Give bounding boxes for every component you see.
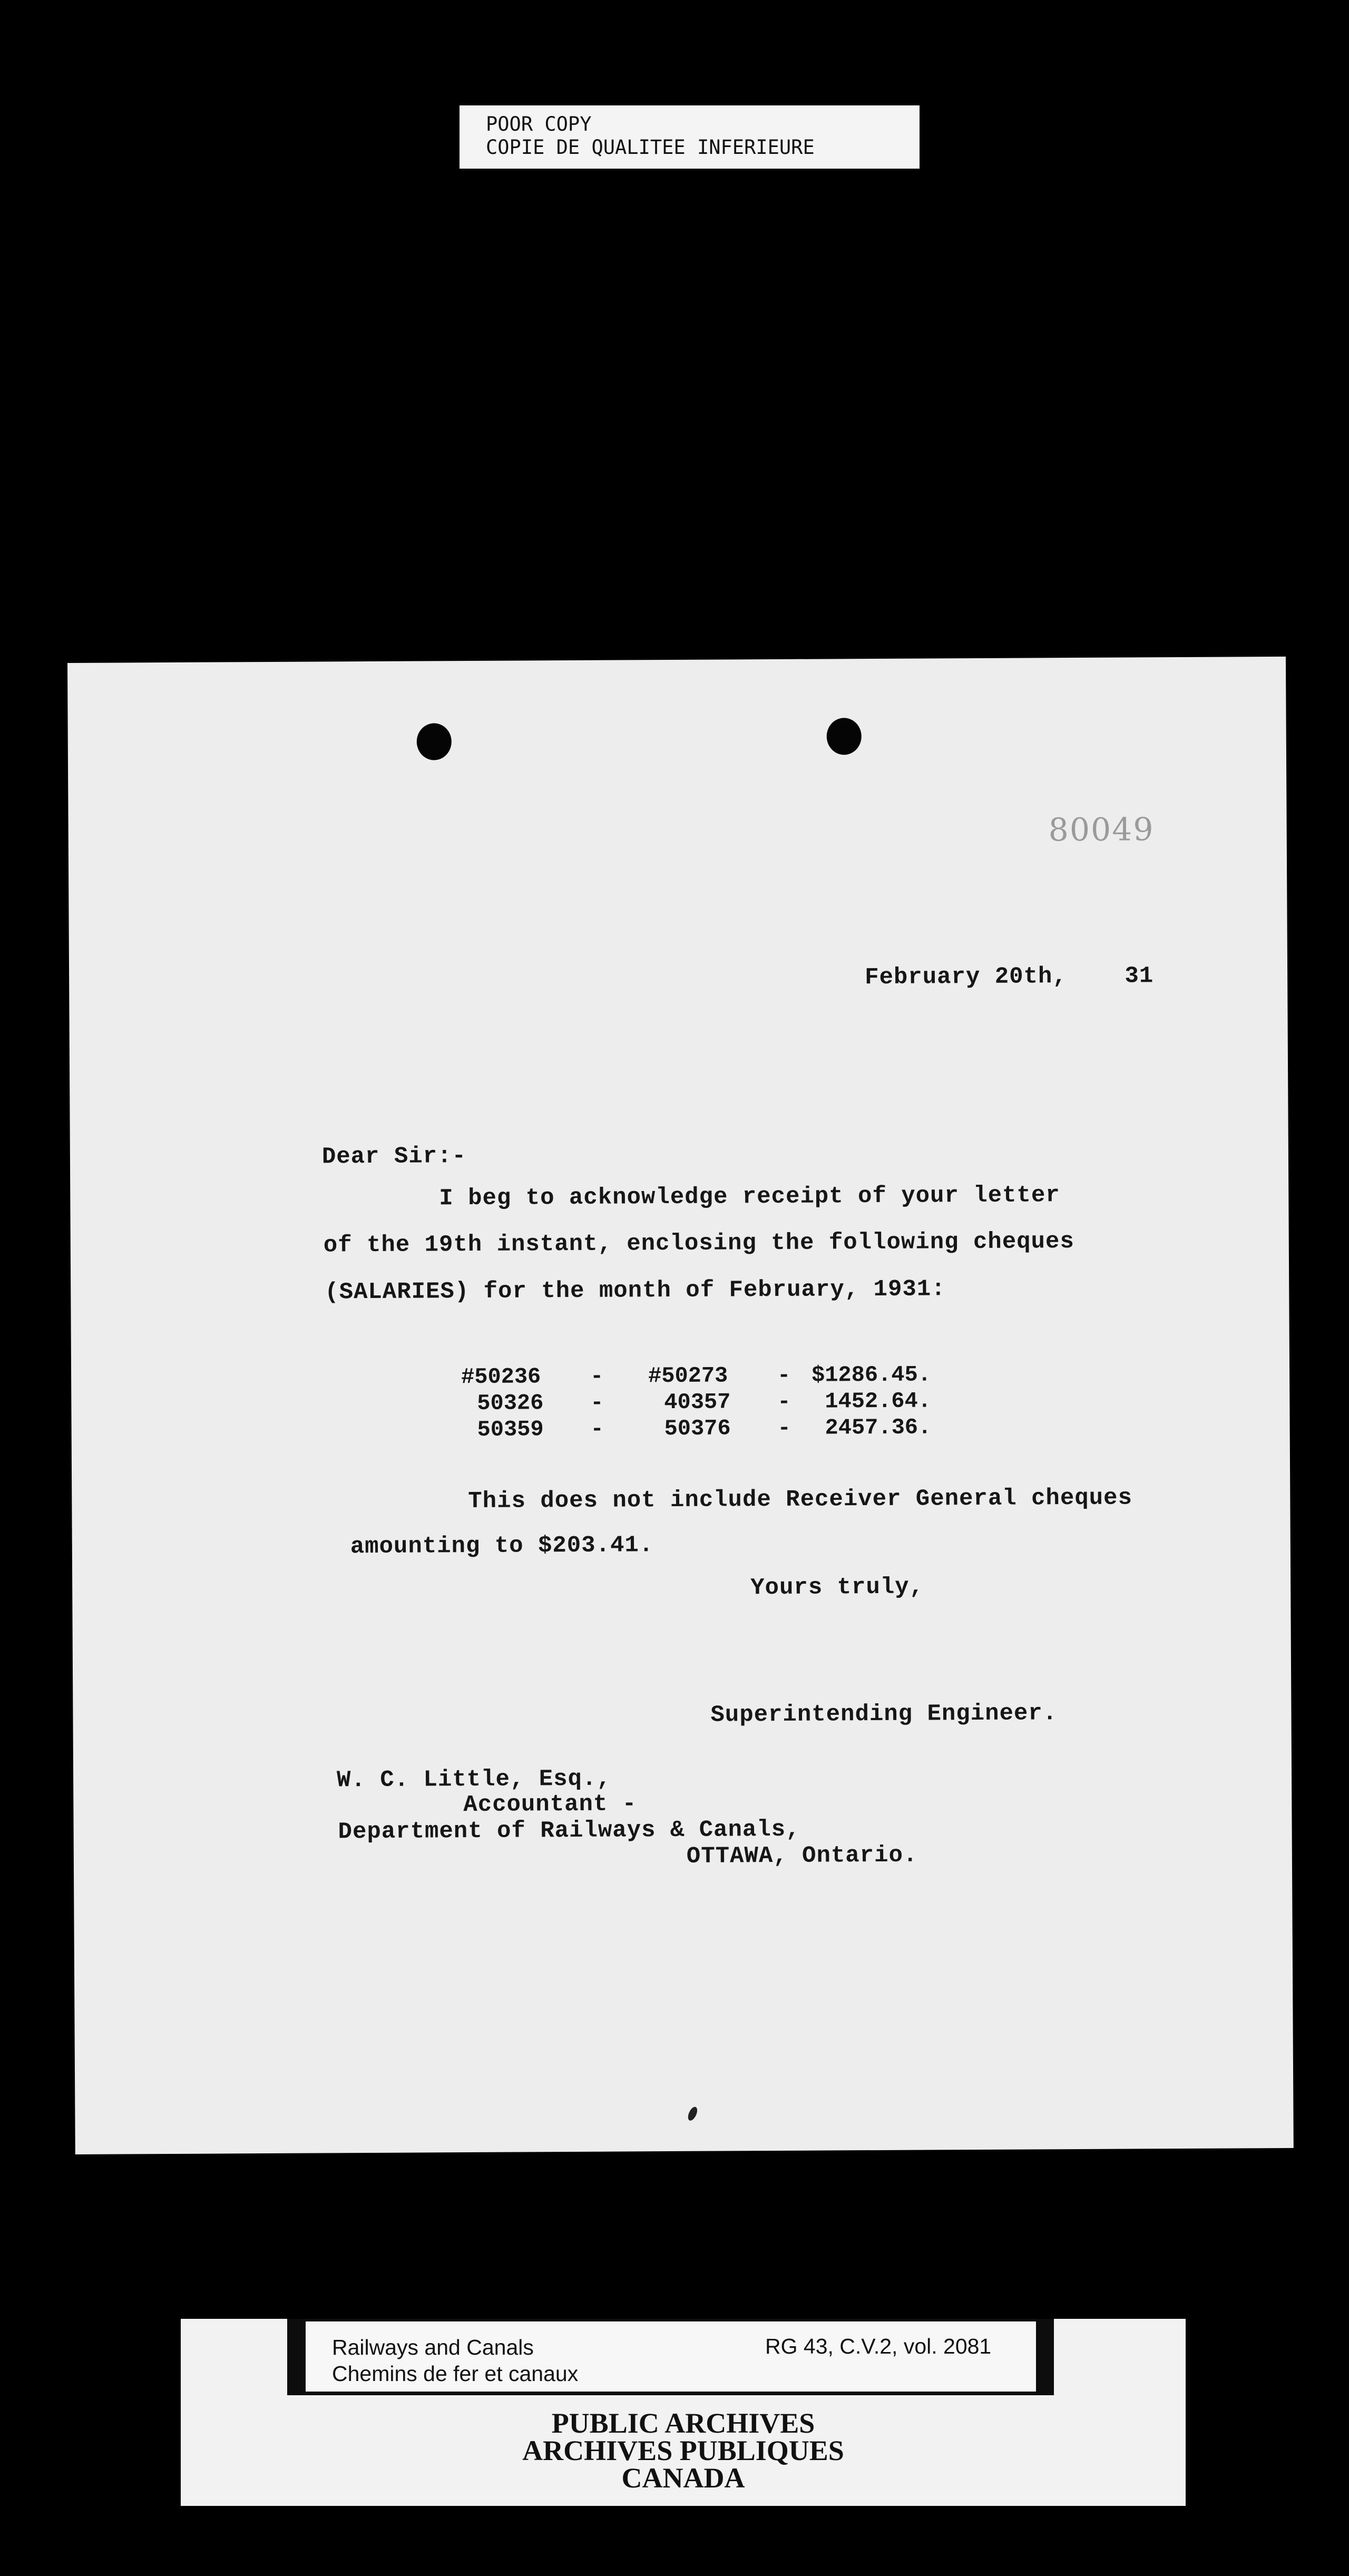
dash: - (590, 1390, 604, 1416)
punch-hole-right (827, 718, 862, 755)
dash: - (777, 1415, 791, 1441)
cheque-amount: $1286.45. (811, 1362, 932, 1388)
address-line-2: Accountant - (463, 1791, 637, 1819)
address-line-1: W. C. Little, Esq., (336, 1765, 611, 1794)
collection-name-fr: Chemins de fer et canaux (332, 2362, 579, 2386)
body-line-2: of the 19th instant, enclosing the following cheques (323, 1228, 1074, 1259)
poor-copy-label (460, 105, 920, 169)
ink-speck (686, 2105, 699, 2122)
archives-line-3: CANADA (621, 2462, 745, 2494)
closing: Yours truly, (750, 1574, 924, 1602)
address-line-4: OTTAWA, Ontario. (686, 1842, 918, 1870)
address-line-3: Department of Railways & Canals, (338, 1816, 800, 1846)
archives-line-2: ARCHIVES PUBLIQUES (522, 2435, 844, 2466)
poor-copy-line-1: POOR COPY (486, 113, 592, 135)
body-line-4: This does not include Receiver General cheques (468, 1485, 1133, 1515)
dash: - (590, 1363, 604, 1389)
dash: - (777, 1389, 791, 1414)
body-line-5: amounting to $203.41. (350, 1532, 654, 1560)
cheque-amount: 1452.64. (825, 1388, 932, 1414)
cheque-to: #50273 (648, 1363, 728, 1389)
cheque-amount: 2457.36. (825, 1414, 932, 1441)
body-line-1: I beg to acknowledge receipt of your letter (439, 1182, 1060, 1212)
archives-title (181, 2409, 1186, 2492)
body-line-3: (SALARIES) for the month of February, 1931: (325, 1276, 946, 1306)
reference-number: RG 43, C.V.2, vol. 2081 (765, 2334, 992, 2358)
signature-title: Superintending Engineer. (710, 1700, 1058, 1729)
cheque-from: 50326 (477, 1390, 544, 1416)
cheque-list (461, 1362, 932, 1443)
dash: - (777, 1362, 791, 1388)
dash: - (590, 1416, 604, 1442)
poor-copy-line-2: COPIE DE QUALITEE INFERIEURE (486, 136, 815, 159)
cheque-to: 50376 (664, 1416, 731, 1442)
cheque-to: 40357 (664, 1389, 731, 1416)
punch-hole-left (417, 723, 452, 760)
letter-page (67, 657, 1294, 2154)
salutation: Dear Sir:- (321, 1143, 467, 1170)
cheque-from: #50236 (461, 1364, 541, 1390)
archives-line-1: PUBLIC ARCHIVES (551, 2407, 815, 2439)
collection-name-en: Railways and Canals (332, 2335, 534, 2359)
file-number-stamp: 80049 (1048, 811, 1155, 849)
reference-card (306, 2321, 1036, 2392)
cheque-from: 50359 (477, 1417, 544, 1442)
letter-date: February 20th, 31 (865, 963, 1154, 991)
